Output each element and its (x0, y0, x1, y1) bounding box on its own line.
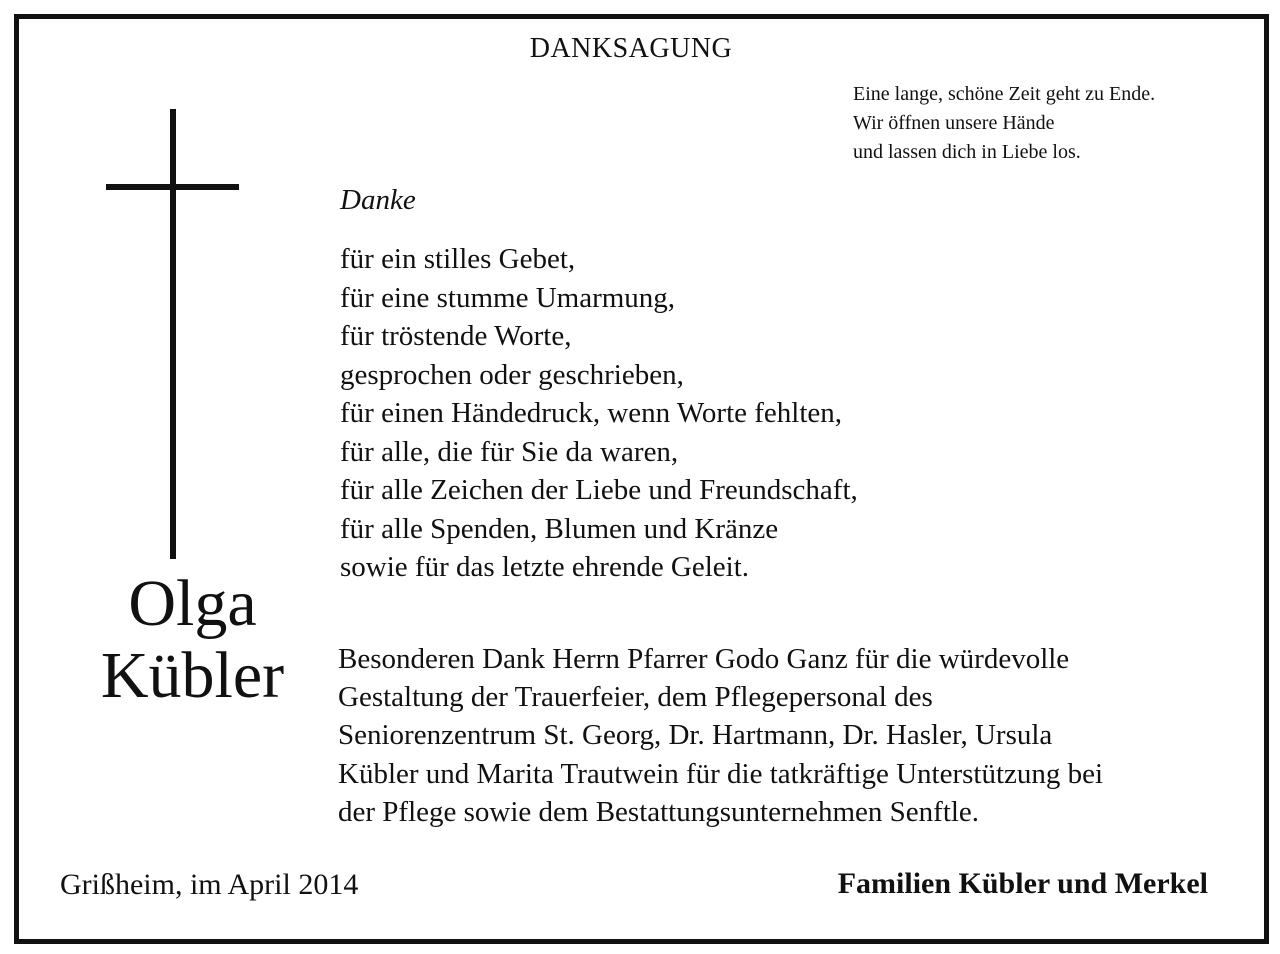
deceased-first-name: Olga (128, 567, 257, 640)
motto-verse (853, 80, 1155, 167)
special-thanks-paragraph (338, 640, 1103, 831)
deceased-last-name: Kübler (100, 639, 285, 712)
motto-line: und lassen dich in Liebe los. (853, 141, 1081, 163)
thanks-line: der Pflege sowie dem Bestattungsunternehmen Senftle. (338, 795, 980, 828)
motto-line: Eine lange, schöne Zeit geht zu Ende. (853, 83, 1156, 105)
poem-line: sowie für das letzte ehrende Geleit. (340, 551, 750, 583)
poem-line: für alle Zeichen der Liebe und Freundschaft, (340, 474, 858, 506)
poem-line: gesprochen oder geschrieben, (340, 358, 684, 391)
poem-line: für alle Spenden, Blumen und Kränze (340, 512, 779, 545)
notice-heading: DANKSAGUNG (529, 33, 733, 64)
motto-line: Wir öffnen unsere Hände (853, 112, 1055, 134)
thanks-poem (340, 240, 858, 587)
danke-heading: Danke (340, 184, 416, 216)
deceased-name (60, 568, 325, 712)
poem-line: für eine stumme Umarmung, (340, 281, 676, 314)
poem-line: für einen Händedruck, wenn Worte fehlten, (340, 397, 843, 429)
thanks-line: Gestaltung der Trauerfeier, dem Pflegepersonal des (338, 681, 933, 714)
cross-horizontal-bar (106, 184, 239, 190)
thanks-line: Kübler und Marita Trautwein für die tatkräftige Unterstützung bei (338, 757, 1104, 790)
cross-vertical-bar (170, 109, 176, 559)
poem-line: für alle, die für Sie da waren, (340, 435, 679, 468)
family-signature: Familien Kübler und Merkel (837, 867, 1208, 900)
poem-line: für tröstende Worte, (340, 320, 572, 352)
place-date: Grißheim, im April 2014 (60, 868, 359, 901)
poem-line: für ein stilles Gebet, (340, 243, 576, 275)
thanks-line: Besonderen Dank Herrn Pfarrer Godo Ganz für die würdevolle (338, 643, 1070, 675)
thanks-line: Seniorenzentrum St. Georg, Dr. Hartmann, Dr. Hasler, Ursula (338, 719, 1053, 752)
